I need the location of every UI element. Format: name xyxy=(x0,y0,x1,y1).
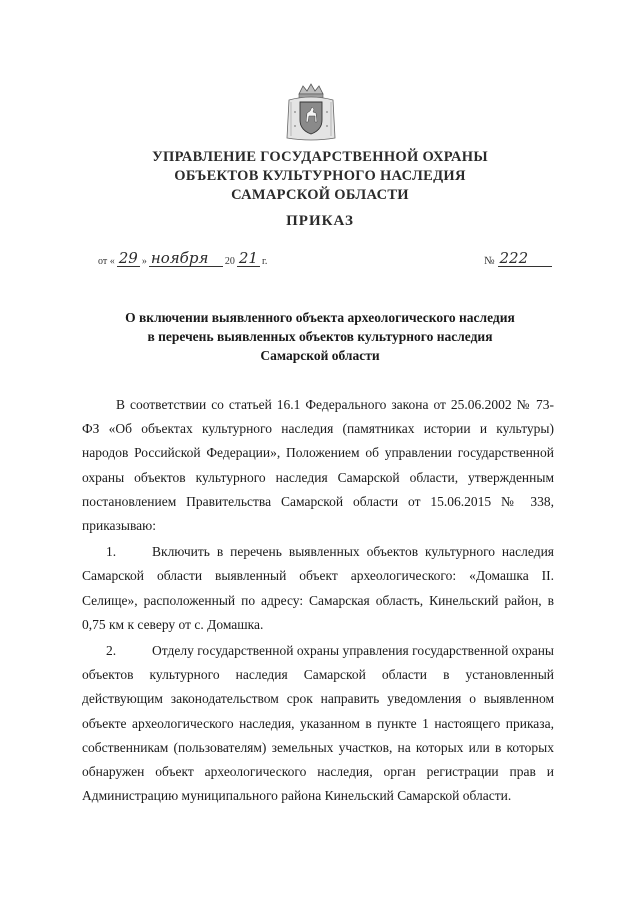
order-date xyxy=(98,250,267,267)
date-month: ноября xyxy=(149,250,223,267)
number-prefix: № xyxy=(484,255,495,267)
organization-name-line: ОБЪЕКТОВ КУЛЬТУРНОГО НАСЛЕДИЯ xyxy=(174,168,466,184)
date-prefix: от « xyxy=(98,256,115,267)
item-number: 1. xyxy=(106,544,117,560)
preamble-paragraph: В соответствии со статьей 16.1 Федерального закона от 25.06.2002 № 73-ФЗ «Об объектах культурного наследия (памятниках истории и культуры) народов Российской Федерации», Положением об управлении государственной охраны объектов культурного наследия Самарской области, утвержденным постановлением Правительства Самарской области от 15.06.2015 № 338, приказываю: xyxy=(82,397,554,534)
date-suffix: г. xyxy=(261,256,268,267)
organization-name-line: САМАРСКОЙ ОБЛАСТИ xyxy=(231,187,409,203)
subject-line: в перечень выявленных объектов культурного наследия xyxy=(147,329,493,344)
order-item xyxy=(82,540,554,637)
order-subject xyxy=(100,308,540,365)
item-text: Отделу государственной охраны управления государственной охраны объектов культурного наследия Самарской области в установленный действующим законодательством срок направить уведомления о выявленном объекте археологического наследия, указанном в пункте 1 настоящего приказа, собственникам (пользователям) земельных участков, на которых или в которых обнаружен объект археологического наследия, орган регистрации прав и Администрацию муниципального района Кинельский Самарской области. xyxy=(82,643,554,804)
order-body xyxy=(82,393,554,810)
organization-name xyxy=(100,148,540,205)
subject-line: Самарской области xyxy=(260,348,380,363)
date-year-prefix: 20 xyxy=(224,256,235,267)
organization-name-line: УПРАВЛЕНИЕ ГОСУДАРСТВЕННОЙ ОХРАНЫ xyxy=(152,149,488,165)
number-value: 222 xyxy=(498,250,552,267)
item-number: 2. xyxy=(106,643,117,659)
subject-line: О включении выявленного объекта археологического наследия xyxy=(125,310,515,325)
coat-of-arms-icon xyxy=(285,82,337,142)
date-separator: » xyxy=(141,256,147,267)
document-type-title: ПРИКАЗ xyxy=(286,213,354,229)
date-year-suffix: 21 xyxy=(238,249,258,267)
item-text: Включить в перечень выявленных объектов культурного наследия Самарской области выявленный объект археологического: «Домашка II. Селище», расположенный по адресу: Самарская область, Кинельский район, в 0,75 км к северу от с. Домашка. xyxy=(82,544,554,632)
order-item xyxy=(82,639,554,808)
order-number xyxy=(484,250,552,267)
date-day: 29 xyxy=(118,249,138,267)
